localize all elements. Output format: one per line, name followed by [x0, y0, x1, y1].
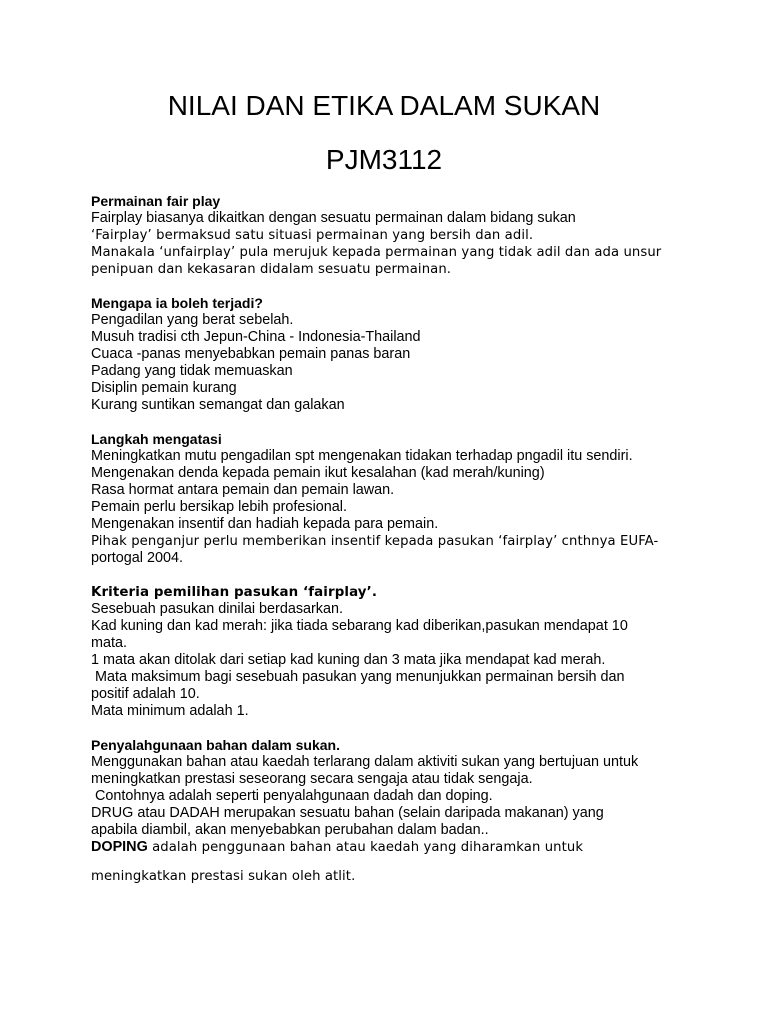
list-item: Rasa hormat antara pemain dan pemain lawan. — [91, 482, 395, 498]
list-item: Cuaca -panas menyebabkan pemain panas baran — [91, 346, 411, 362]
section-heading: Langkah mengatasi — [91, 431, 222, 447]
section-heading: Kriteria pemilihan pasukan ‘fairplay’. — [91, 585, 378, 600]
list-item: Mengenakan denda kepada pemain ikut kesalahan (kad merah/kuning) — [91, 465, 545, 481]
section-heading: Penyalahgunaan bahan dalam sukan. — [91, 737, 340, 753]
document-body — [91, 193, 691, 902]
list-item: Pengadilan yang berat sebelah. — [91, 312, 294, 328]
section-heading: Mengapa ia boleh terjadi? — [91, 295, 263, 311]
doping-term: DOPING — [91, 839, 148, 855]
doping-definition-text: adalah penggunaan bahan atau kaedah yang diharamkan untuk — [147, 840, 584, 855]
course-code: PJM3112 — [325, 144, 443, 175]
list-item: Musuh tradisi cth Jepun-China - Indonesia-Thailand — [91, 329, 421, 345]
section-heading: Permainan fair play — [91, 193, 221, 209]
paragraph-line: Manakala ‘unfairplay’ pula merujuk kepada permainan yang tidak adil dan ada unsur — [91, 245, 662, 260]
paragraph-line: 1 mata akan ditolak dari setiap kad kuning dan 3 mata jika mendapat kad merah. — [91, 652, 606, 668]
list-item: portogal 2004. — [91, 550, 184, 566]
paragraph-line: Kad kuning dan kad merah: jika tiada sebarang kad diberikan,pasukan mendapat 10 — [91, 618, 628, 634]
document-title: NILAI DAN ETIKA DALAM SUKAN — [167, 90, 601, 121]
paragraph-line: Mata minimum adalah 1. — [91, 703, 249, 719]
paragraph-line: Sesebuah pasukan dinilai berdasarkan. — [91, 601, 344, 617]
section-misuse — [91, 737, 691, 885]
paragraph-line: apabila diambil, akan menyebabkan perubahan dalam badan.. — [91, 822, 489, 838]
paragraph-line: Menggunakan bahan atau kaedah terlarang dalam aktiviti sukan yang bertujuan untuk — [91, 754, 639, 770]
line-spacer — [91, 856, 691, 868]
paragraph-line: penipuan dan kekasaran didalam sesuatu permainan. — [91, 262, 452, 277]
list-item: Meningkatkan mutu pengadilan spt mengenakan tidakan terhadap pngadil itu sendiri. — [91, 448, 633, 464]
paragraph-line: DRUG atau DADAH merupakan sesuatu bahan (selain daripada makanan) yang — [91, 805, 604, 821]
paragraph-line: meningkatkan prestasi seseorang secara sengaja atau tidak sengaja. — [91, 771, 533, 787]
list-item: Padang yang tidak memuaskan — [91, 363, 293, 379]
paragraph-line: mata. — [91, 635, 127, 651]
list-item: Disiplin pemain kurang — [91, 380, 237, 396]
list-item: Mengenakan insentif dan hadiah kepada para pemain. — [91, 516, 439, 532]
paragraph-line: positif adalah 10. — [91, 686, 200, 702]
paragraph-line: Contohnya adalah seperti penyalahgunaan dadah dan doping. — [91, 788, 493, 804]
list-item: Kurang suntikan semangat dan galakan — [91, 397, 345, 413]
section-fairplay — [91, 193, 691, 278]
section-criteria — [91, 584, 691, 720]
section-why — [91, 295, 691, 414]
section-steps — [91, 431, 691, 567]
list-item: Pemain perlu bersikap lebih profesional. — [91, 499, 347, 515]
list-item: Pihak penganjur perlu memberikan insentif kepada pasukan ‘fairplay’ cnthnya EUFA- — [91, 534, 659, 549]
paragraph-line: ‘Fairplay’ bermaksud satu situasi permainan yang bersih dan adil. — [91, 228, 534, 243]
doping-definition-line — [91, 839, 691, 856]
paragraph-line: Mata maksimum bagi sesebuah pasukan yang menunjukkan permainan bersih dan — [91, 669, 625, 685]
paragraph-line: meningkatkan prestasi sukan oleh atlit. — [91, 869, 356, 884]
paragraph-line: Fairplay biasanya dikaitkan dengan sesuatu permainan dalam bidang sukan — [91, 210, 576, 226]
